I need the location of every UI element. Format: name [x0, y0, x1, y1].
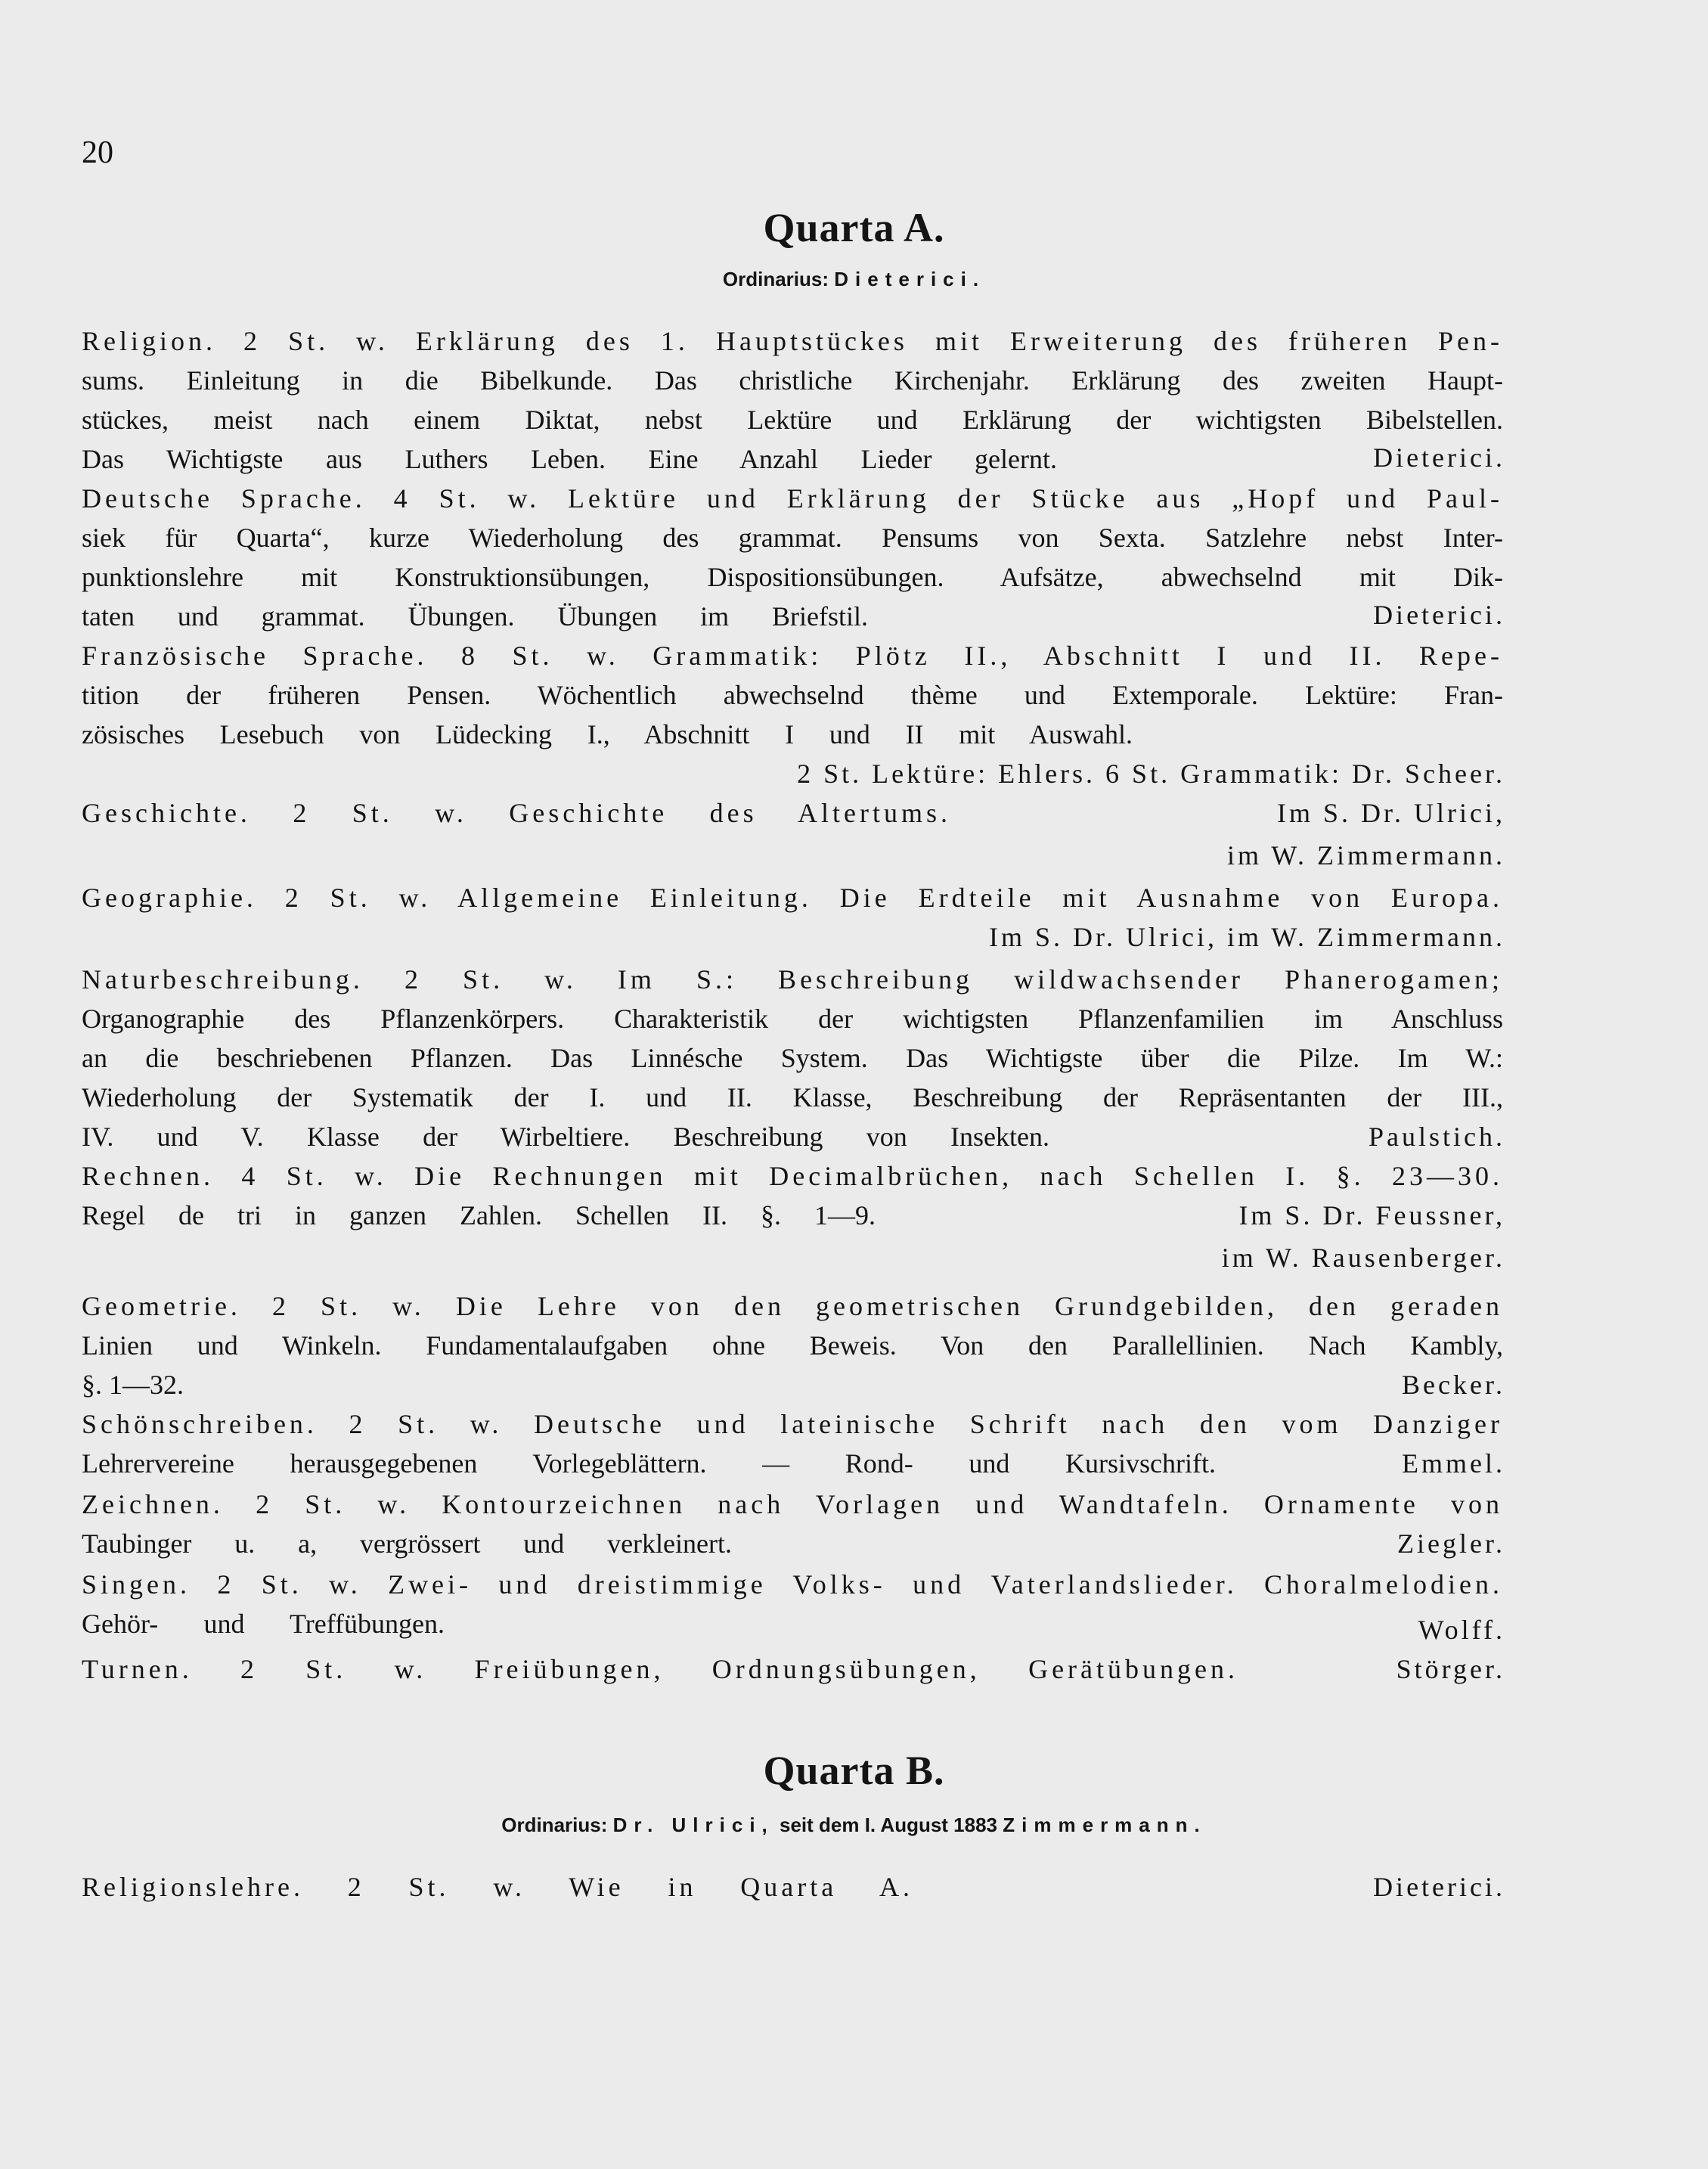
text-line: tition der früheren Pensen. Wöchentlich abwechselnd thème und Extemporale. Lektüre: Fran- [82, 680, 1503, 710]
text-line: Lehrervereine herausgegebenen Vorlegeblättern. — Rond- und Kursivschrift. [82, 1448, 1216, 1479]
text-line: §. 1—32. [82, 1370, 184, 1400]
text-line: Rechnen. 4 St. w. Die Rechnungen mit Decimalbrüchen, nach Schellen I. §. 23—30. [82, 1161, 1503, 1191]
ordinarius-line-b [0, 1814, 1708, 1837]
text-line: Geographie. 2 St. w. Allgemeine Einleitung. Die Erdteile mit Ausnahme von Europa. [82, 883, 1503, 913]
teacher-name: Paulstich. [1369, 1122, 1505, 1152]
page-number: 20 [82, 135, 113, 170]
teacher-line: Im S. Dr. Feussner, [1238, 1200, 1505, 1230]
teacher-name: Emmel. [1402, 1448, 1505, 1479]
text-line: taten und grammat. Übungen. Übungen im Briefstil. [82, 601, 868, 631]
text-line: Religionslehre. 2 St. w. Wie in Quarta A. [82, 1872, 913, 1902]
ordinarius-name: Dieterici. [834, 268, 986, 290]
text-line: Gehör- und Treffübungen. [82, 1609, 445, 1639]
text-line: Naturbeschreibung. 2 St. w. Im S.: Beschreibung wildwachsender Phanerogamen; [82, 964, 1503, 995]
text-line: Das Wichtigste aus Luthers Leben. Eine Anzahl Lieder gelernt. [82, 444, 1057, 474]
text-line: zösisches Lesebuch von Lüdecking I., Abschnitt I und II mit Auswahl. [82, 719, 1133, 749]
text-line: Turnen. 2 St. w. Freiübungen, Ordnungsübungen, Gerätübungen. [82, 1654, 1238, 1684]
text-line: Taubinger u. a, vergrössert und verkleinert. [82, 1528, 732, 1559]
text-line: stückes, meist nach einem Diktat, nebst Lektüre und Erklärung der wichtigsten Bibelstellen. [82, 405, 1503, 435]
ordinarius-name: Zimmermann. [1003, 1814, 1207, 1836]
teacher-name: Dieterici. [1373, 1872, 1505, 1902]
section-heading-quarta-a: Quarta A. [763, 205, 945, 250]
text-line: Geschichte. 2 St. w. Geschichte des Altertums. [82, 798, 951, 828]
section-heading-quarta-b: Quarta B. [763, 1748, 945, 1793]
text-line: Geometrie. 2 St. w. Die Lehre von den geometrischen Grundgebilden, den geraden [82, 1291, 1503, 1321]
text-line: Organographie des Pflanzenkörpers. Charakteristik der wichtigsten Pflanzenfamilien im Anschluss [82, 1004, 1503, 1034]
ordinarius-label: Ordinarius: [501, 1814, 608, 1836]
teacher-name: Störger. [1396, 1654, 1505, 1684]
text-line: Singen. 2 St. w. Zwei- und dreistimmige Volks- und Vaterlandslieder. Choralmelodien. [82, 1569, 1503, 1600]
text-line: Schönschreiben. 2 St. w. Deutsche und lateinische Schrift nach den vom Danziger [82, 1409, 1503, 1439]
teacher-name: Becker. [1402, 1370, 1505, 1400]
teacher-name: Ziegler. [1397, 1528, 1505, 1559]
teacher-line: 2 St. Lektüre: Ehlers. 6 St. Grammatik: Dr. Scheer. [797, 759, 1505, 789]
ordinarius-name: Dr. Ulrici, [612, 1814, 774, 1836]
ordinarius-line-a [0, 268, 1708, 291]
text-line: punktionslehre mit Konstruktionsübungen, Dispositionsübungen. Aufsätze, abwechselnd mit Dik- [82, 562, 1503, 592]
text-line: Linien und Winkeln. Fundamentalaufgaben ohne Beweis. Von den Parallellinien. Nach Kambly, [82, 1330, 1503, 1361]
text-line: Religion. 2 St. w. Erklärung des 1. Hauptstückes mit Erweiterung des früheren Pen- [82, 326, 1503, 356]
teacher-line: im W. Zimmermann. [1227, 840, 1505, 870]
text-line: Zeichnen. 2 St. w. Kontourzeichnen nach Vorlagen und Wandtafeln. Ornamente von [82, 1489, 1503, 1519]
text-line: Deutsche Sprache. 4 St. w. Lektüre und Erklärung der Stücke aus „Hopf und Paul- [82, 483, 1503, 514]
teacher-line: Im S. Dr. Ulrici, im W. Zimmermann. [989, 922, 1505, 952]
text-line: siek für Quarta“, kurze Wiederholung des grammat. Pensums von Sexta. Satzlehre nebst Inter- [82, 523, 1503, 553]
text-line: sums. Einleitung in die Bibelkunde. Das christliche Kirchenjahr. Erklärung des zweiten Haupt- [82, 365, 1503, 396]
teacher-name: Wolff. [1418, 1615, 1505, 1645]
teacher-name: Dieterici. [1373, 442, 1505, 473]
text-line: an die beschriebenen Pflanzen. Das Linnésche System. Das Wichtigste über die Pilze. Im W.: [82, 1043, 1503, 1073]
teacher-line: im W. Rausenberger. [1221, 1243, 1505, 1273]
text-line: Regel de tri in ganzen Zahlen. Schellen II. §. 1—9. [82, 1200, 876, 1230]
text-line: IV. und V. Klasse der Wirbeltiere. Beschreibung von Insekten. [82, 1122, 1049, 1152]
teacher-name: Dieterici. [1373, 600, 1505, 630]
text-line: Französische Sprache. 8 St. w. Grammatik: Plötz II., Abschnitt I und II. Repe- [82, 641, 1503, 671]
ordinarius-label: Ordinarius: [722, 268, 829, 290]
text-line: Wiederholung der Systematik der I. und II. Klasse, Beschreibung der Repräsentanten der III., [82, 1082, 1503, 1112]
ordinarius-since: seit dem I. August 1883 [780, 1814, 998, 1836]
teacher-line: Im S. Dr. Ulrici, [1277, 798, 1505, 828]
